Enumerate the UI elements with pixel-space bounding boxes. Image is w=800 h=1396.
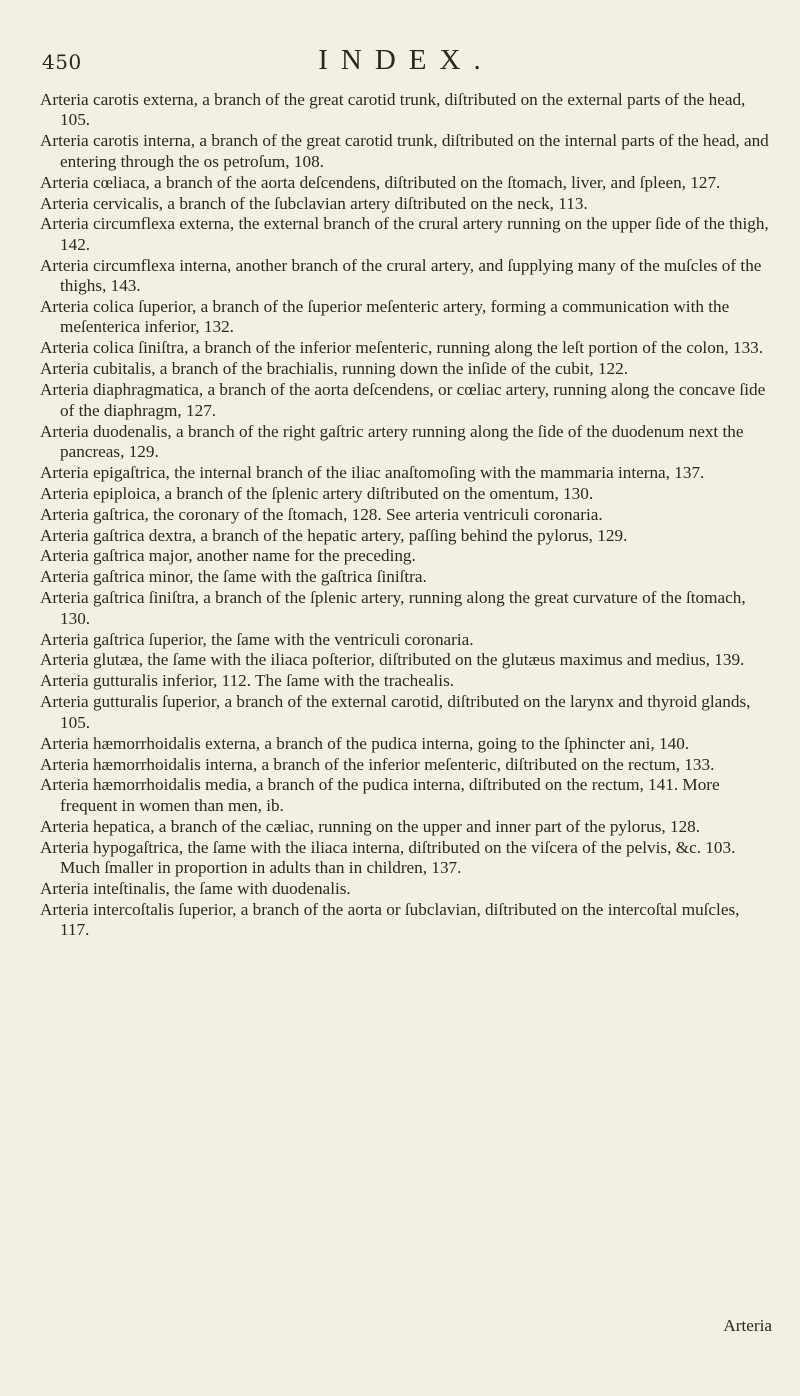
index-entry: Arteria cœliaca, a branch of the aorta deſcendens, diſtributed on the ſtomach, liver, and ſpleen, 127. (40, 172, 721, 192)
catchword: Arteria (723, 1316, 772, 1335)
index-entry: Arteria colica ſiniſtra, a branch of the inferior meſenteric, running along the leſt portion of the colon, 133. (40, 338, 764, 358)
index-entry: Arteria hæmorrhoidalis externa, a branch of the pudica interna, going to the ſphincter ani, 140. (40, 733, 690, 753)
page-title: INDEX. (318, 44, 494, 76)
index-entry: Arteria gaſtrica ſuperior, the ſame with the ventriculi coronaria. (40, 629, 474, 649)
index-entry: Arteria circumflexa externa, the external branch of the crural artery running on the upper ſide of the thigh, 142. (40, 214, 769, 254)
index-entry: Arteria glutæa, the ſame with the iliaca poſterior, diſtributed on the glutæus maximus and medius, 139. (40, 650, 745, 670)
index-entry: Arteria epiploica, a branch of the ſplenic artery diſtributed on the omentum, 130. (40, 483, 594, 503)
index-entry: Arteria hæmorrhoidalis interna, a branch of the inferior meſenteric, diſtributed on the rectum, 133. (40, 754, 715, 774)
page-number: 450 (42, 50, 82, 74)
index-entry: Arteria hepatica, a branch of the cæliac, running on the upper and inner part of the pylorus, 128. (40, 816, 701, 836)
index-entry: Arteria gaſtrica ſiniſtra, a branch of the ſplenic artery, running along the great curvature of the ſtomach, 130. (40, 588, 746, 628)
index-entry: Arteria duodenalis, a branch of the right gaſtric artery running along the ſide of the duodenum next the pancreas, 129. (40, 421, 744, 461)
running-head (40, 44, 772, 80)
index-entry: Arteria cervicalis, a branch of the ſubclavian artery diſtributed on the neck, 113. (40, 193, 588, 213)
index-entry: Arteria colica ſuperior, a branch of the ſuperior meſenteric artery, forming a communication with the meſenterica inferior, 132. (40, 297, 730, 337)
index-entry: Arteria gaſtrica minor, the ſame with the gaſtrica ſiniſtra. (40, 567, 427, 587)
index-entry: Arteria carotis interna, a branch of the great carotid trunk, diſtributed on the internal parts of the head, and entering through the os petroſum, 108. (40, 131, 769, 171)
index-entry: Arteria gaſtrica dextra, a branch of the hepatic artery, paſſing behind the pylorus, 129. (40, 525, 628, 545)
index-entry: Arteria intercoſtalis ſuperior, a branch of the aorta or ſubclavian, diſtributed on the intercoſtal muſcles, 117. (40, 899, 740, 940)
index-entry: Arteria inteſtinalis, the ſame with duodenalis. (40, 878, 351, 898)
index-entry: Arteria gutturalis inferior, 112. The ſame with the trachealis. (40, 671, 455, 691)
index-entry: Arteria cubitalis, a branch of the brachialis, running down the inſide of the cubit, 122. (40, 359, 629, 379)
index-entry: Arteria circumflexa interna, another branch of the crural artery, and ſupplying many of the muſcles of the thighs, 143. (40, 255, 762, 296)
index-entry: Arteria diaphragmatica, a branch of the aorta deſcendens, or cœliac artery, running along the concave ſide of the diaphragm, 127. (40, 380, 766, 420)
index-entry: Arteria gaſtrica, the coronary of the ſtomach, 128. See arteria ventriculi coronaria. (40, 504, 603, 524)
index-entry: Arteria hypogaſtrica, the ſame with the iliaca interna, diſtributed on the viſcera of the pelvis, &c. 103. Much ſmaller in proportion in adults than in children, 137. (40, 837, 736, 878)
index-entries (40, 90, 772, 941)
index-entry: Arteria gaſtrica major, another name for the preceding. (40, 546, 416, 566)
index-entry: Arteria hæmorrhoidalis media, a branch of the pudica interna, diſtributed on the rectum, 141. More frequent in women than men, ib. (40, 775, 720, 815)
index-entry: Arteria epigaſtrica, the internal branch of the iliac anaſtomoſing with the mammaria interna, 137. (40, 462, 705, 482)
index-entry: Arteria gutturalis ſuperior, a branch of the external carotid, diſtributed on the larynx and thyroid glands, 105. (40, 692, 751, 732)
index-entry: Arteria carotis externa, a branch of the great carotid trunk, diſtributed on the external parts of the head, 105. (40, 90, 746, 130)
